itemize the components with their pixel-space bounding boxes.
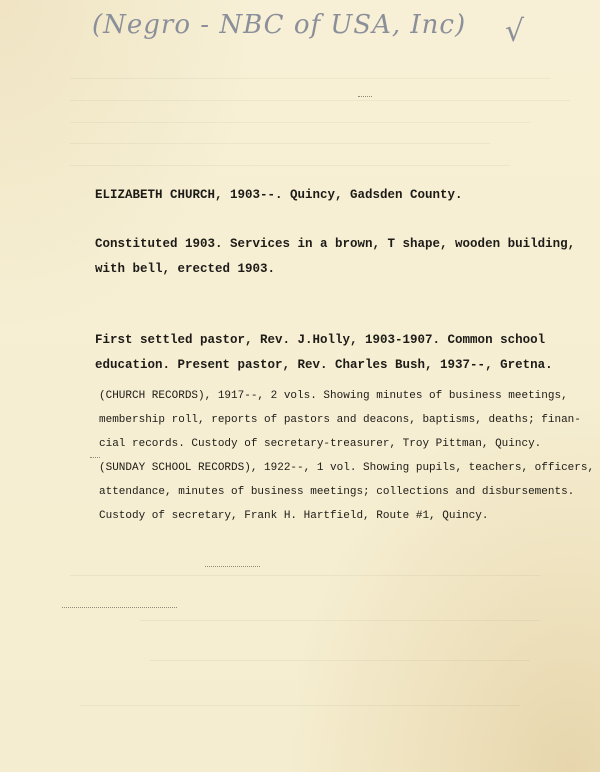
bleed-through-line [70,122,530,123]
church-heading: ELIZABETH CHURCH, 1903--. Quincy, Gadsden County. [95,188,463,202]
check-mark-icon: √ [505,14,525,49]
constitution-line-1: Constituted 1903. Services in a brown, T shape, wooden building, [95,237,576,251]
bleed-through-line [70,100,570,101]
bleed-through-line [70,165,510,166]
church-records-line-1: (CHURCH RECORDS), 1917--, 2 vols. Showing minutes of business meetings, [99,390,568,402]
pastor-line-1: First settled pastor, Rev. J.Holly, 1903-1907. Common school [95,333,546,347]
bleed-through-line [80,705,520,706]
typewriter-mark [62,607,177,608]
church-records-line-3: cial records. Custody of secretary-treasurer, Troy Pittman, Quincy. [99,438,542,450]
bleed-through-line [150,660,530,661]
bleed-through-line [70,78,550,79]
typewriter-mark [205,566,260,567]
typewriter-mark [358,96,372,97]
pastor-line-2: education. Present pastor, Rev. Charles Bush, 1937--, Gretna. [95,358,553,372]
church-records-line-2: membership roll, reports of pastors and deacons, baptisms, deaths; finan- [99,414,581,426]
bleed-through-line [140,620,540,621]
bleed-through-line [70,575,540,576]
constitution-line-2: with bell, erected 1903. [95,262,276,276]
sunday-school-records-line-3: Custody of secretary, Frank H. Hartfield, Route #1, Quincy. [99,510,489,522]
sunday-school-records-line-2: attendance, minutes of business meetings; collections and disbursements. [99,486,575,498]
bleed-through-line [70,143,490,144]
handwritten-annotation: (Negro - NBC of USA, Inc) [92,10,467,40]
sunday-school-records-line-1: (SUNDAY SCHOOL RECORDS), 1922--, 1 vol. Showing pupils, teachers, officers, [99,462,595,474]
